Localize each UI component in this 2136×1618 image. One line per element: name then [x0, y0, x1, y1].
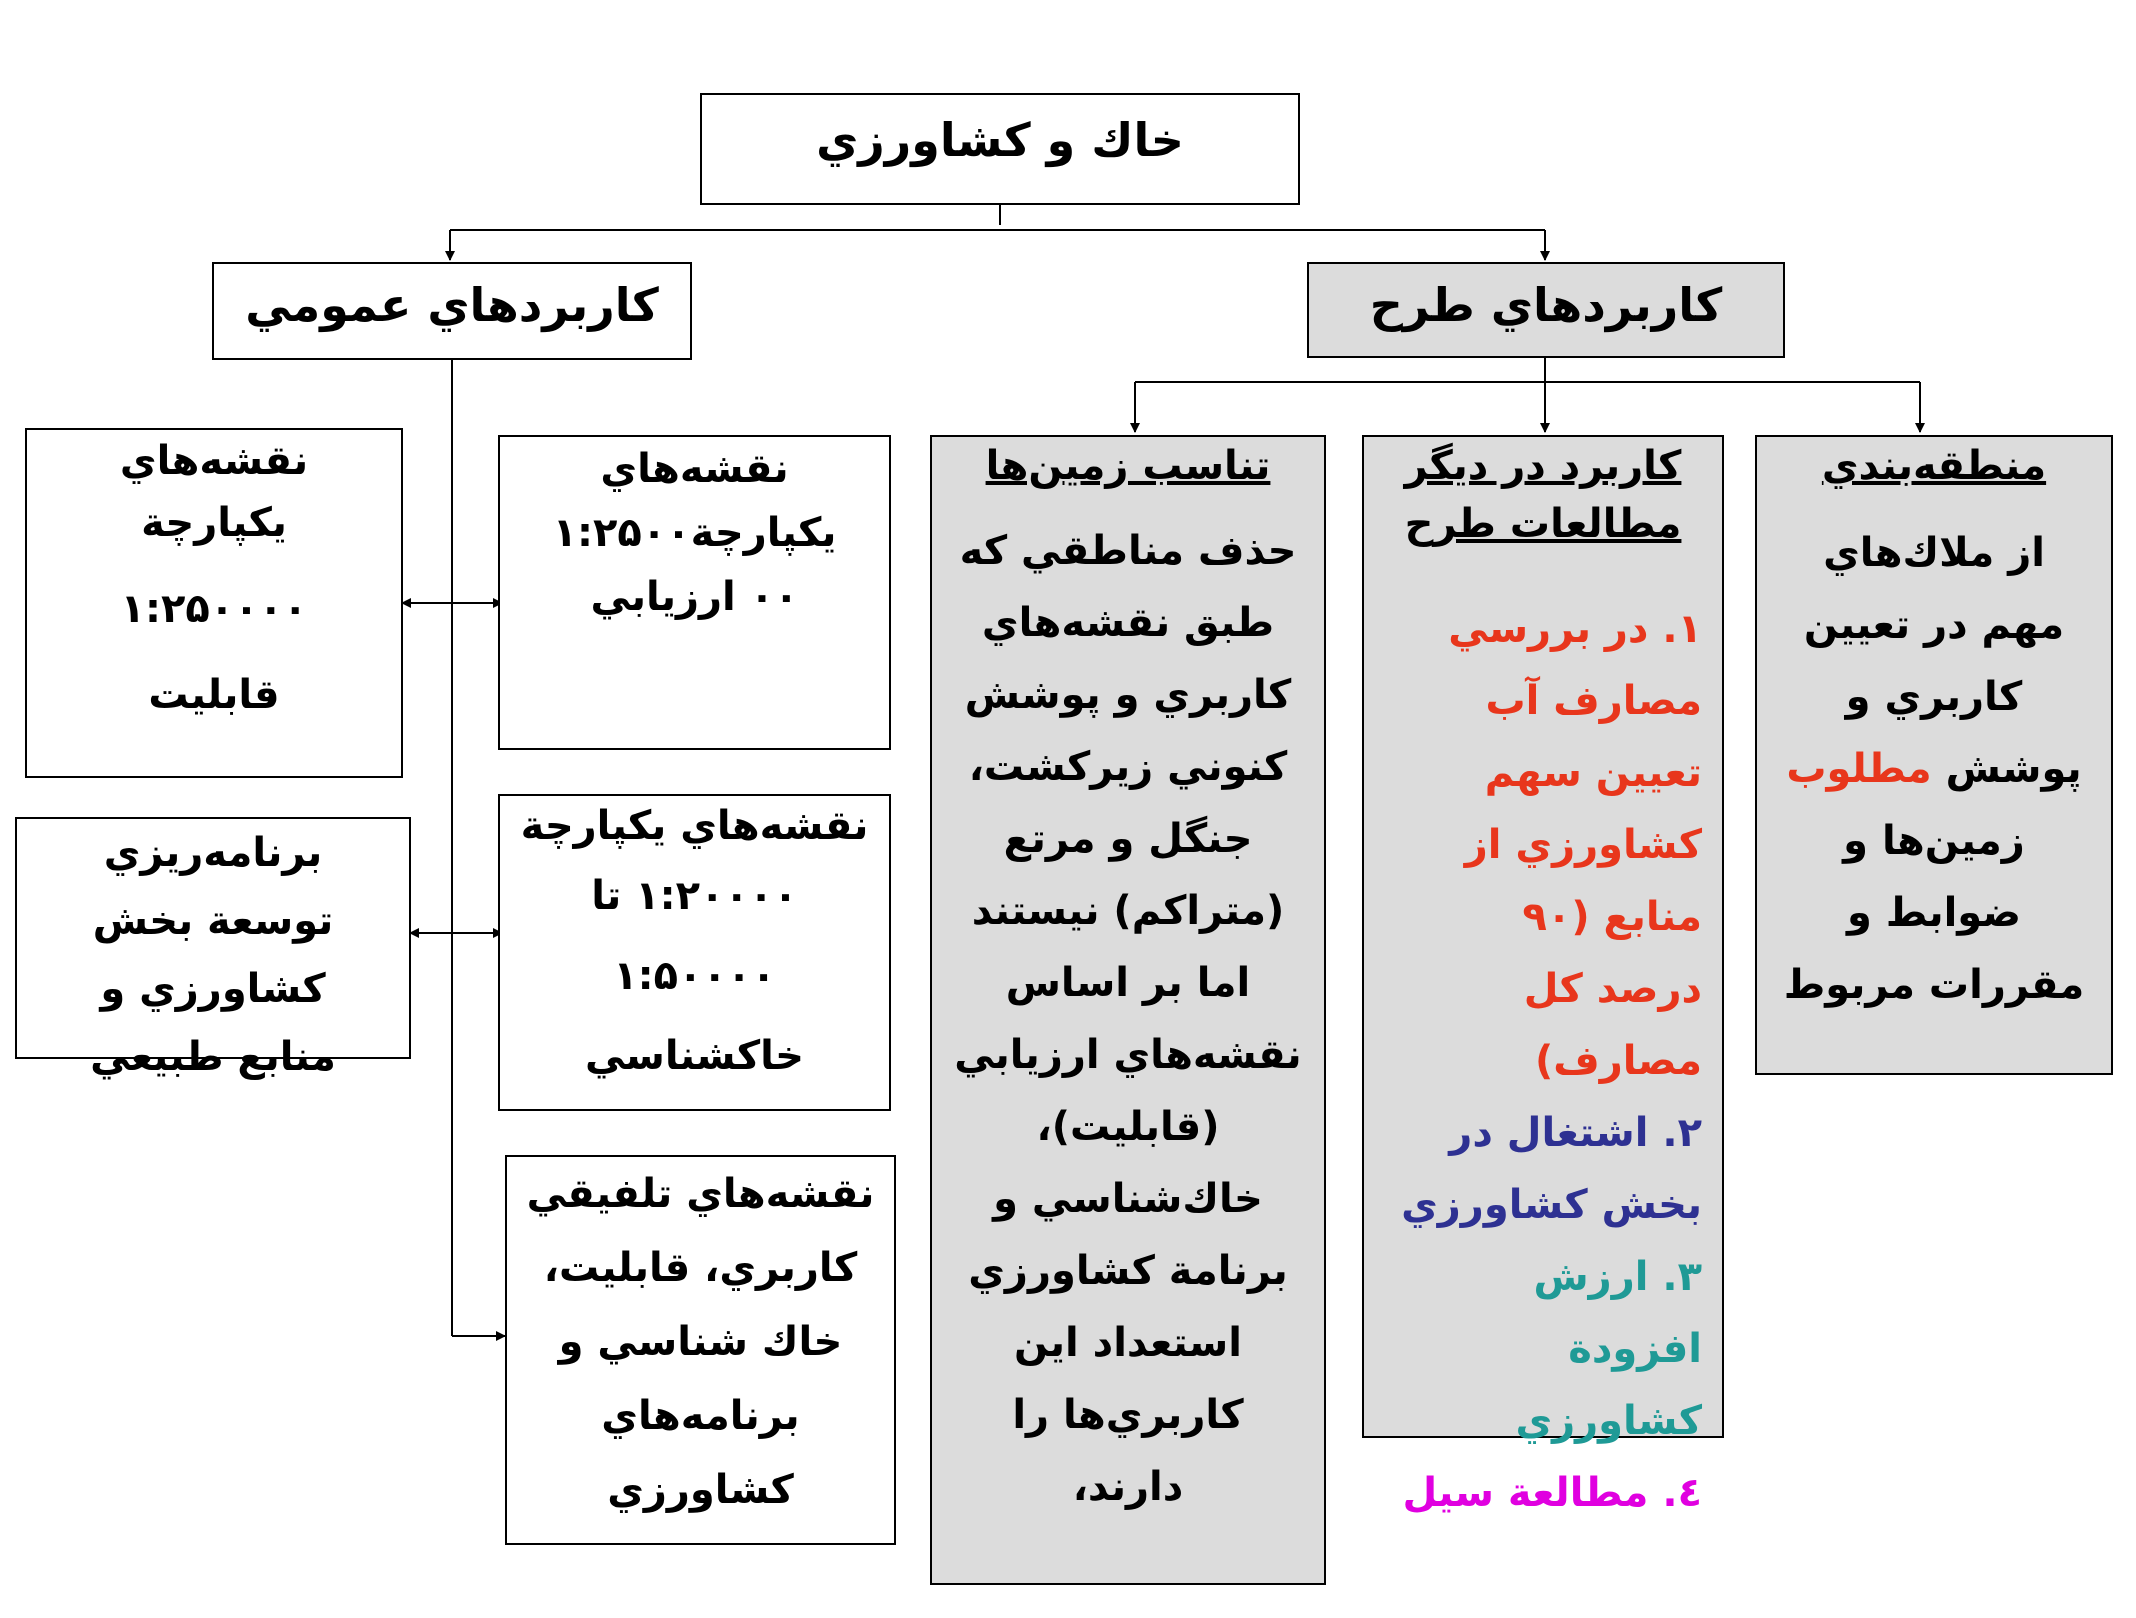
map-combined-line: خاك شناسي و: [558, 1319, 843, 1365]
suitability-line: كاربري‌ها را: [1012, 1392, 1244, 1438]
map-combined-line: كاربري، قابليت،: [543, 1245, 858, 1291]
suitability-line: اما بر اساس: [1005, 960, 1251, 1006]
zoning-line: مهم در تعيين: [1803, 602, 2065, 648]
land-suitability-heading: تناسب زمين‌ها: [985, 443, 1271, 489]
map-soil-line: نقشه‌هاي يكپارچة: [520, 803, 869, 849]
other-studies-heading: كاربرد در ديگر: [1404, 443, 1682, 489]
zoning-line: كاربري و: [1845, 674, 2023, 720]
sector-planning-line: كشاورزي و: [100, 966, 326, 1012]
suitability-line: استعداد اين: [1014, 1320, 1242, 1366]
map-soil-line: ۱:۵۰۰۰۰: [613, 953, 776, 999]
item3-line: ۳. ارزش: [1533, 1254, 1702, 1300]
suitability-line: كنوني زيركشت،: [968, 744, 1288, 790]
item1-line: ۱. در بررسي: [1448, 606, 1702, 652]
general-uses-title: كاربردهاي عمومي: [245, 278, 659, 332]
zoning-line: از ملاك‌هاي: [1823, 530, 2045, 576]
map-soil-box: [498, 794, 891, 1111]
suitability-line: كاربري و پوشش: [964, 672, 1292, 718]
item1-line: درصد كل: [1523, 966, 1702, 1012]
map-250000-line: ۱:۲۵۰۰۰۰: [120, 586, 308, 632]
root-title: خاك و كشاورزي: [816, 113, 1184, 167]
item2-line: بخش كشاورزي: [1401, 1182, 1702, 1228]
item1-line: منابع (۹۰: [1522, 894, 1702, 940]
zoning-word-desired: مطلوب: [1786, 746, 1932, 792]
other-studies-list: [1364, 593, 1722, 1529]
sector-planning-line: توسعة بخش: [92, 898, 334, 944]
suitability-line: (قابليت)،: [1036, 1104, 1220, 1150]
zoning-box: [1755, 435, 2113, 1075]
suitability-line: (متراكم) نيستند: [971, 888, 1285, 934]
suitability-line: خاك‌شناسي و: [993, 1176, 1263, 1222]
item3-line: افزودة: [1568, 1326, 1702, 1372]
plan-uses-box: [1307, 262, 1785, 358]
item4-line: ٤. مطالعة سيل: [1402, 1470, 1702, 1516]
map-eval-line: نقشه‌هاي: [600, 446, 789, 492]
zoning-line: زمين‌ها و: [1843, 818, 2025, 864]
suitability-line: برنامة كشاورزي: [968, 1248, 1288, 1294]
map-250000-line: نقشه‌هاي: [119, 438, 309, 484]
item1-line: مصارف آب: [1485, 678, 1702, 724]
zoning-line: ضوابط و: [1846, 890, 2022, 936]
map-eval-line: يكپارچة۱:۲۵۰۰: [552, 510, 837, 556]
item1-line: مصارف): [1535, 1038, 1702, 1084]
other-studies-box: [1362, 435, 1724, 1516]
root-box: [700, 93, 1300, 205]
sector-planning-line: منابع طبيعي: [90, 1034, 336, 1080]
zoning-line-4: [1757, 733, 2111, 805]
zoning-word-cover: پوشش: [1945, 746, 2082, 792]
sector-planning-box: [15, 817, 411, 1080]
map-soil-line: ۱:۲۰۰۰۰ تا: [591, 873, 798, 919]
sector-planning-line: برنامه‌ريزي: [103, 830, 323, 876]
map-250000-eval-box: [498, 435, 891, 750]
map-combined-line: نقشه‌هاي تلفيقي: [526, 1171, 875, 1217]
suitability-line: جنگل و مرتع: [1003, 816, 1253, 862]
item3-line: كشاورزي: [1515, 1398, 1702, 1444]
zoning-heading: منطقه‌بندي: [1821, 443, 2047, 489]
suitability-line: نقشه‌هاي ارزيابي: [954, 1032, 1302, 1078]
other-studies-heading: مطالعات طرح: [1404, 501, 1682, 547]
map-250000-line: يكپارچة: [141, 500, 287, 546]
zoning-line: مقررات مربوط: [1783, 962, 2085, 1008]
general-uses-box: [212, 262, 692, 360]
land-suitability-box: [930, 435, 1326, 1585]
plan-uses-title: كاربردهاي طرح: [1369, 278, 1723, 332]
map-combined-line: كشاورزي: [607, 1467, 794, 1513]
map-soil-line: خاكشناسي: [585, 1033, 804, 1079]
item2-line: ۲. اشتغال در: [1449, 1110, 1702, 1156]
map-250000-box: [25, 428, 403, 778]
item1-line: تعيين سهم: [1484, 750, 1702, 796]
suitability-line: دارند،: [1072, 1464, 1184, 1510]
item1-line: كشاورزي از: [1464, 822, 1702, 868]
map-combined-line: برنامه‌هاي: [601, 1393, 800, 1439]
suitability-line: حذف مناطقي كه: [959, 528, 1297, 574]
map-combined-box: [505, 1155, 896, 1545]
suitability-line: طبق نقشه‌هاي: [981, 600, 1275, 646]
map-250000-line: قابليت: [148, 672, 280, 718]
map-eval-line: ۰۰ ارزيابي: [590, 574, 799, 620]
